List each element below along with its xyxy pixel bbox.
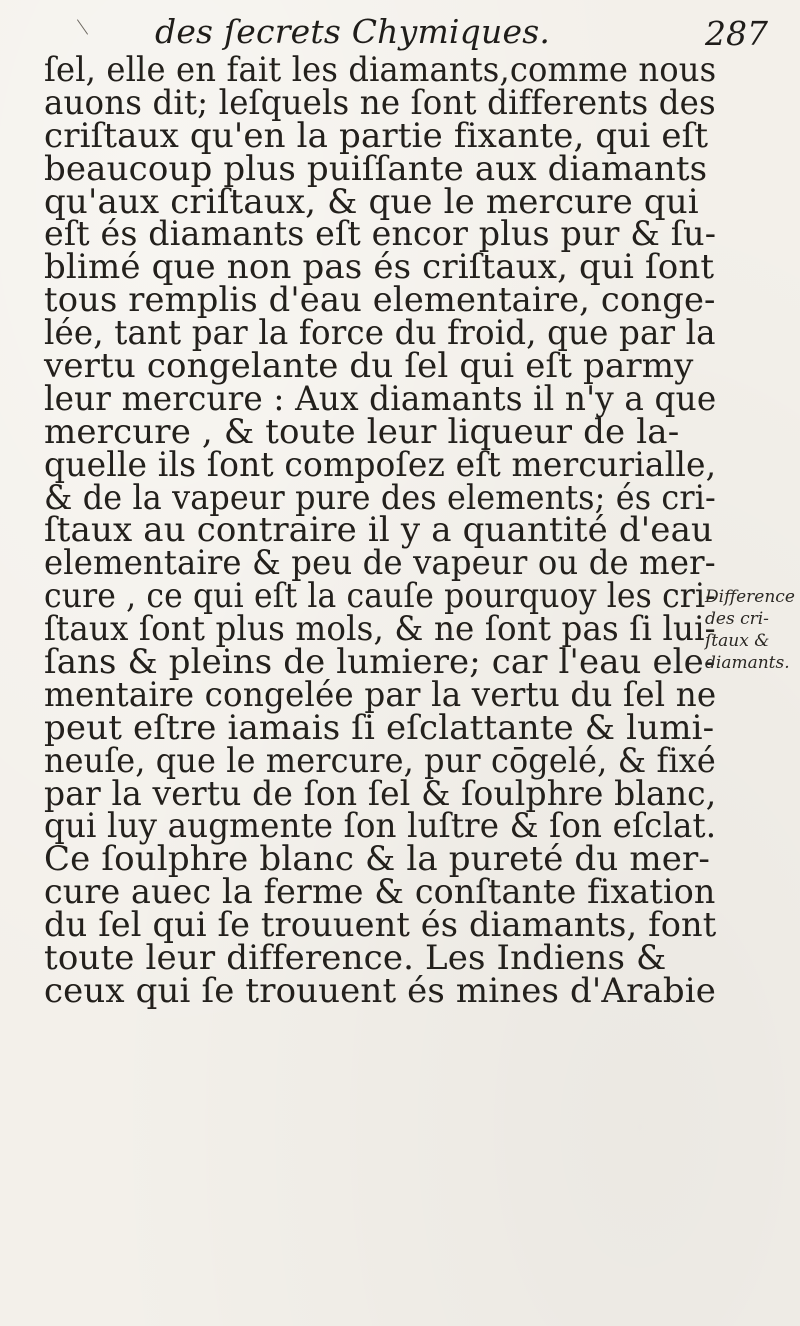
margin-note-line: des cri- bbox=[705, 609, 769, 629]
text-line: du ſel qui ſe trouuent és diamants, font bbox=[44, 905, 717, 946]
text-line: auons dit; leſquels ne ſont differents des bbox=[44, 82, 716, 123]
running-title: des ſecrets Chymiques. bbox=[155, 12, 551, 51]
body-text bbox=[44, 50, 717, 1011]
text-line: beaucoup plus puiſſante aux diamants bbox=[44, 148, 708, 189]
page-number: 287 bbox=[705, 14, 768, 53]
text-line: elementaire & peu de vapeur ou de mer- bbox=[44, 543, 716, 584]
text-line: tous remplis d'eau elementaire, conge- bbox=[44, 280, 716, 321]
text-line: par la vertu de ſon ſel & ſoulphre blanc, bbox=[44, 773, 717, 814]
text-line: quelle ils ſont compoſez eſt mercurialle, bbox=[44, 444, 717, 485]
margin-note-line: Difference bbox=[705, 587, 795, 607]
text-line: blimé que non pas és criſtaux, qui ſont bbox=[44, 247, 715, 288]
text-line: ſans & pleins de lumiere; car l'eau ele- bbox=[44, 642, 716, 683]
text-line: peut eſtre iamais ſi eſclattante & lumi- bbox=[44, 707, 715, 748]
text-line: Ce ſoulphre blanc & la pureté du mer- bbox=[44, 839, 711, 880]
text-line: ſel, elle en fait les diamants,comme nous bbox=[44, 50, 717, 90]
text-line: criſtaux qu'en la partie fixante, qui eſt bbox=[44, 115, 709, 156]
text-line: eſt és diamants eſt encor plus pur & ſu- bbox=[44, 214, 717, 255]
text-line: ſtaux ſont plus mols, & ne ſont pas ſi lui- bbox=[44, 609, 716, 650]
text-line: cure auec la ferme & conſtante fixation bbox=[44, 872, 716, 913]
text-line: vertu congelante du ſel qui eſt parmy bbox=[44, 346, 694, 387]
text-line: ceux qui ſe trouuent és mines d'Arabie bbox=[44, 970, 716, 1011]
text-line: mentaire congelée par la vertu du ſel ne bbox=[44, 674, 717, 715]
text-line: neuſe, que le mercure, pur cōgelé, & fixé bbox=[44, 740, 716, 781]
margin-note-line: diamants. bbox=[705, 653, 790, 673]
text-line: toute leur difference. Les Indiens & bbox=[44, 938, 667, 979]
text-line: & de la vapeur pure des elements; és cri- bbox=[44, 477, 716, 518]
page-edge-mark bbox=[77, 19, 88, 34]
text-line: mercure , & toute leur liqueur de la- bbox=[44, 411, 680, 452]
text-line: ſtaux au contraire il y a quantité d'eau bbox=[44, 510, 714, 551]
margin-note bbox=[705, 586, 795, 674]
text-line: qui luy augmente ſon luſtre & ſon eſclat. bbox=[44, 806, 717, 847]
text-line: leur mercure : Aux diamants il n'y a que bbox=[44, 378, 717, 419]
text-line: lée, tant par la force du froid, que par la bbox=[44, 313, 716, 354]
margin-note-line: ſtaux & bbox=[705, 631, 770, 651]
text-line: qu'aux criſtaux, & que le mercure qui bbox=[44, 181, 699, 222]
text-line: cure , ce qui eſt la cauſe pourquoy les cri- bbox=[44, 576, 716, 617]
